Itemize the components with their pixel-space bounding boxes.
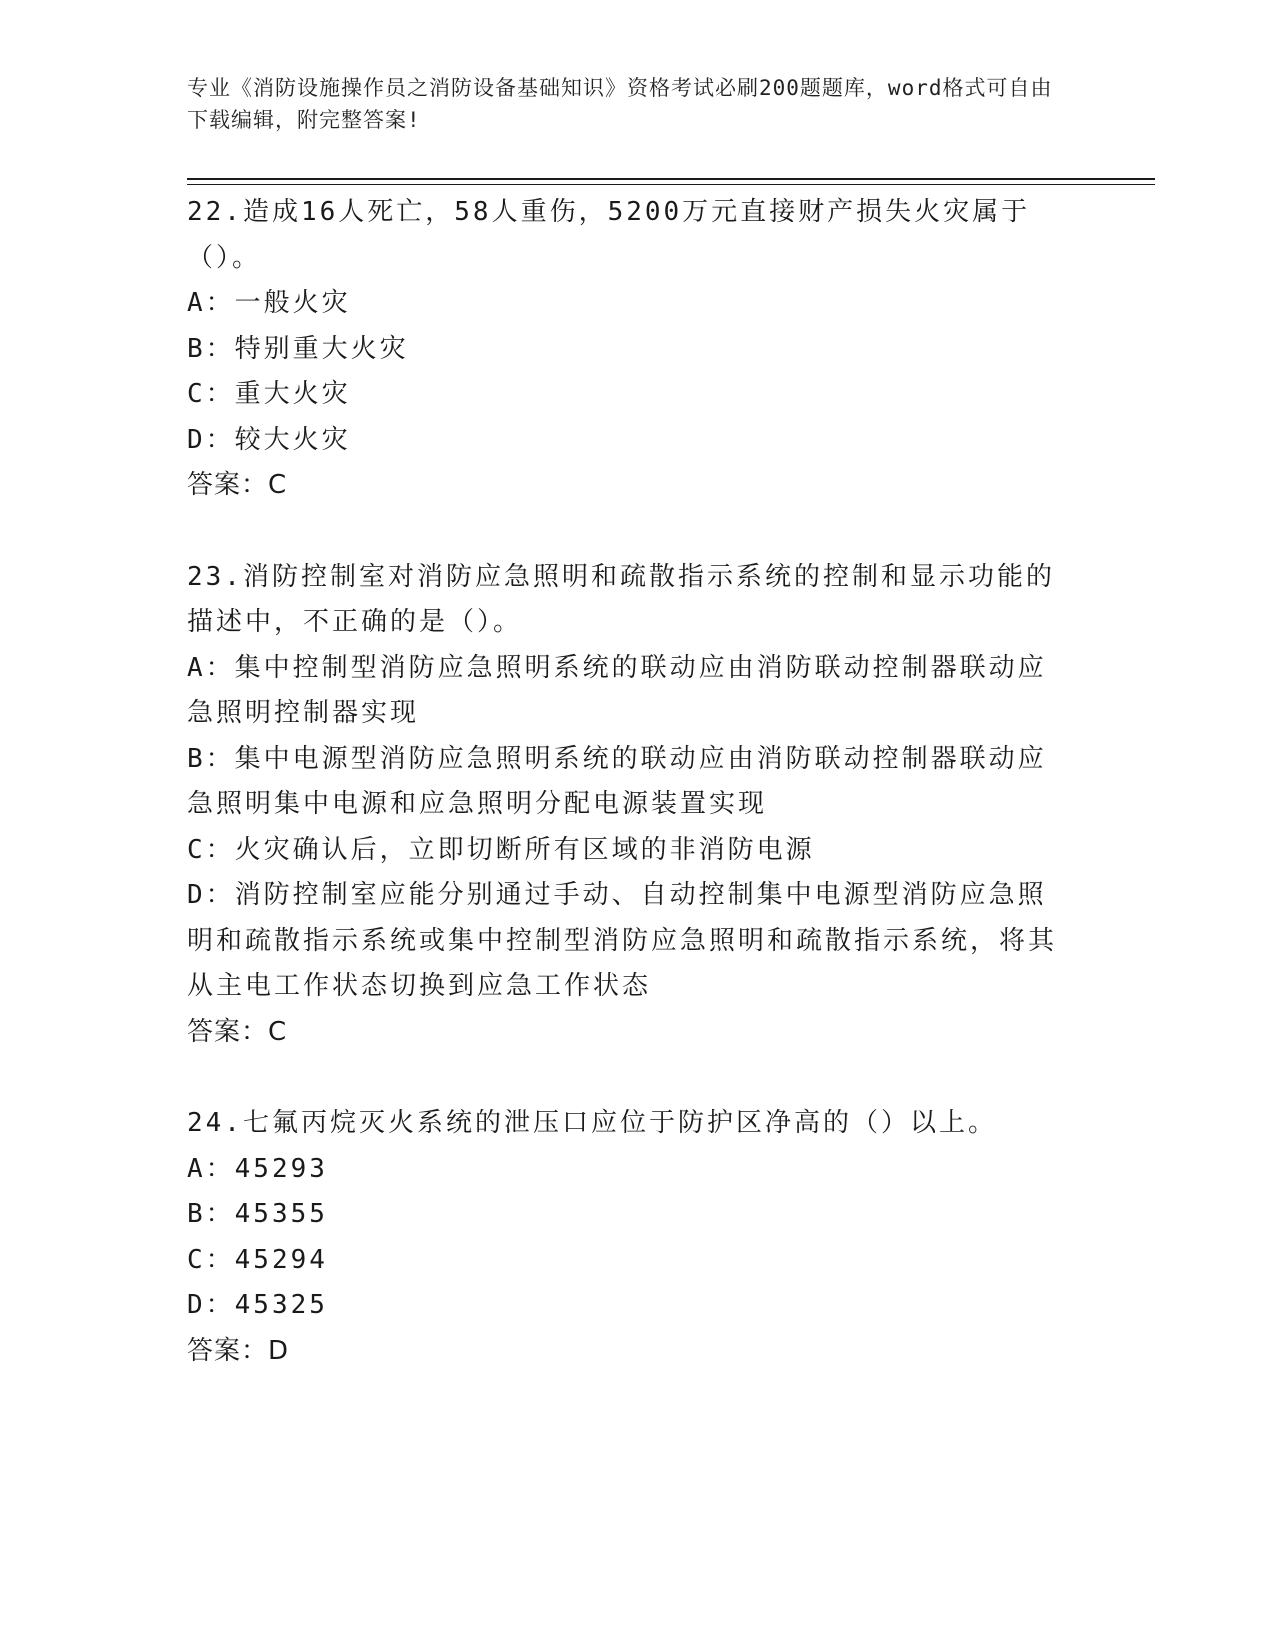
question-list [187, 190, 1067, 1374]
question-24 [187, 1101, 1067, 1374]
option-c: C：45294 [187, 1244, 328, 1275]
document-header [187, 72, 1067, 136]
question-22 [187, 190, 1067, 509]
question-stem: 22.造成16人死亡，58人重伤，5200万元直接财产损失火灾属于（）。 [187, 197, 1031, 273]
question-spacer [187, 509, 1067, 555]
option-a: A：集中控制型消防应急照明系统的联动应由消防联动控制器联动应急照明控制器实现 [187, 652, 1047, 728]
header-divider-thin [187, 184, 1155, 185]
option-d: D：消防控制室应能分别通过手动、自动控制集中电源型消防应急照明和疏散指示系统或集中控制型消防应急照明和疏散指示系统，将其从主电工作状态切换到应急工作状态 [187, 880, 1058, 1001]
option-c: C：火灾确认后，立即切断所有区域的非消防电源 [187, 834, 815, 865]
option-d: D：45325 [187, 1290, 328, 1320]
question-stem: 24.七氟丙烷灭火系统的泄压口应位于防护区净高的（）以上。 [187, 1108, 997, 1138]
question-spacer [187, 1055, 1067, 1101]
option-b: B：集中电源型消防应急照明系统的联动应由消防联动控制器联动应急照明集中电源和应急照明分配电源装置实现 [187, 743, 1047, 819]
option-b: B：特别重大火灾 [187, 333, 409, 364]
option-a: A：45293 [187, 1153, 328, 1184]
answer: 答案：D [187, 1335, 290, 1366]
answer: 答案：C [187, 470, 288, 500]
option-a: A：一般火灾 [187, 288, 351, 318]
option-c: C：重大火灾 [187, 379, 351, 409]
answer: 答案：C [187, 1016, 288, 1047]
question-23 [187, 555, 1067, 1056]
question-stem: 23.消防控制室对消防应急照明和疏散指示系统的控制和显示功能的描述中，不正确的是（）。 [187, 561, 1055, 637]
option-d: D：较大火灾 [187, 424, 351, 455]
header-divider-thick [187, 178, 1155, 180]
header-text: 专业《消防设施操作员之消防设备基础知识》资格考试必刷200题题库，word格式可自由下载编辑，附完整答案! [187, 76, 1053, 132]
option-b: B：45355 [187, 1199, 328, 1229]
